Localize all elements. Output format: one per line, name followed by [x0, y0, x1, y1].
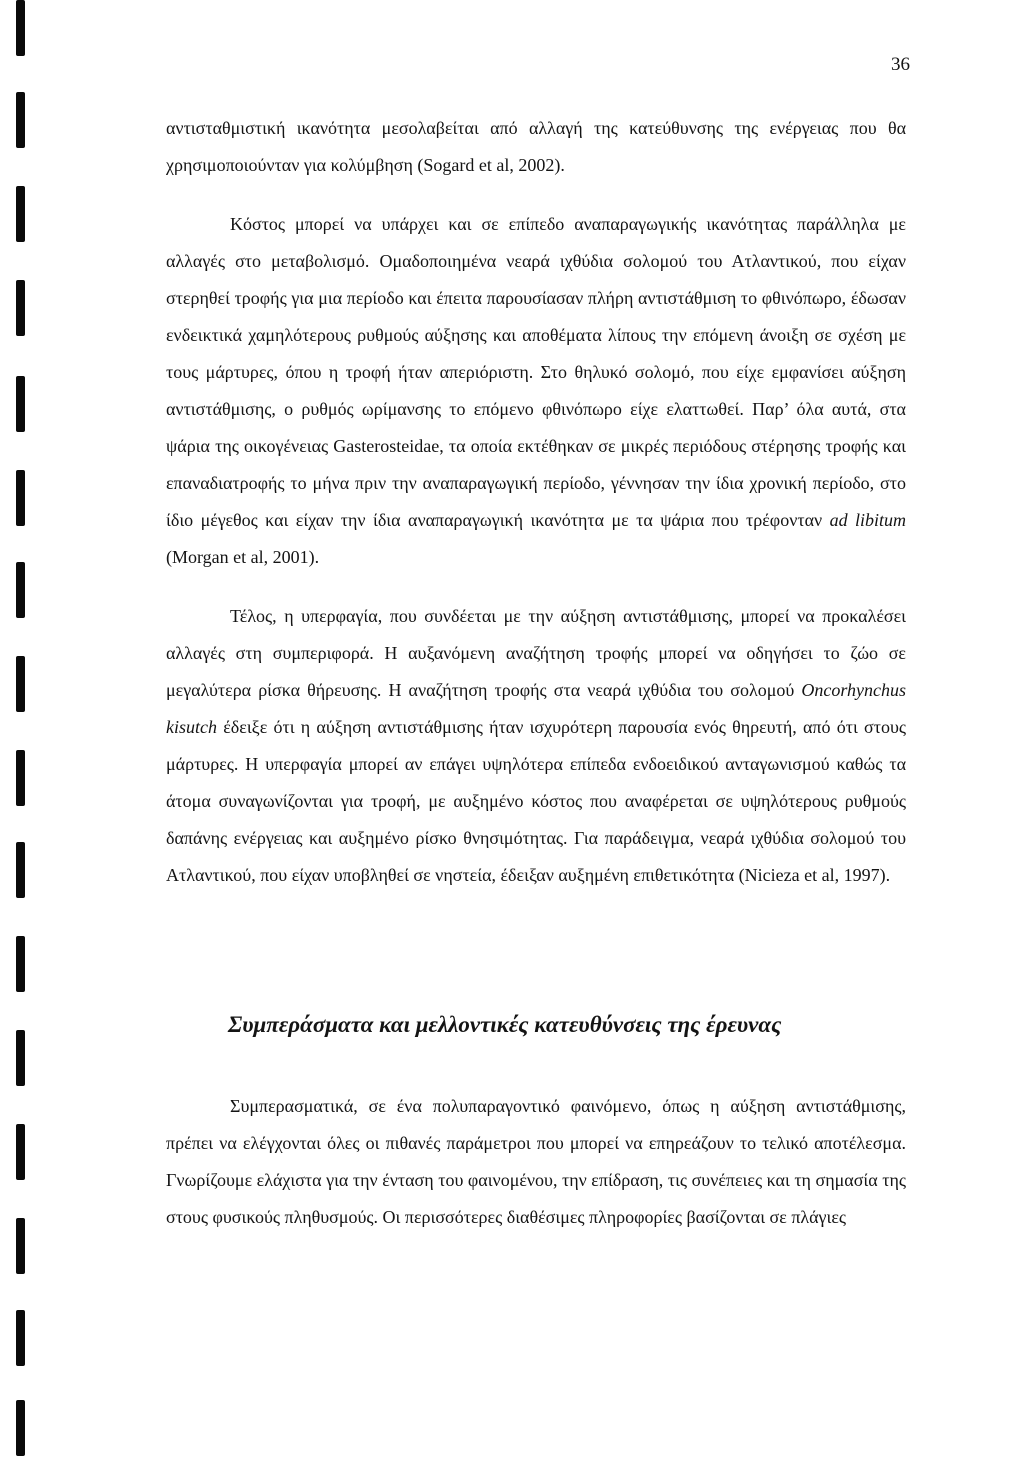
punch-hole-mark [16, 1218, 25, 1274]
paragraph-text: Κόστος μπορεί να υπάρχει και σε επίπεδο αναπαραγωγικής ικανότητας παράλληλα με αλλαγές στο μεταβολισμό. Ομαδοποιημένα νεαρά ιχθύδια σολομού του Ατλαντικού, που είχαν στερηθεί τροφής για μια περίοδο και έπειτα παρουσίασαν πλήρη αντιστάθμιση το φθινόπωρο, έδωσαν ενδεικτικά χαμηλότερους ρυθμούς αύξησης και αποθέματα λίπους την επόμενη άνοιξη σε σχέση με τους μάρτυρες, όπου η τροφή ήταν απεριόριστη. Στο θηλυκό σολομό, που είχε εμφανίσει αύξηση αντιστάθμισης, ο ρυθμός ωρίμανσης το επόμενο φθινόπωρο είχε ελαττωθεί. Παρ’ όλα αυτά, στα ψάρια της οικογένειας Gasterosteidae, τα οποία εκτέθηκαν σε μικρές περιόδους στέρησης τροφής και επαναδιατροφής το μήνα πριν την αναπαραγωγική περίοδο, γέννησαν την ίδια χρονική περίοδο, στο ίδιο μέγεθος και είχαν την ίδια αναπαραγωγική ικανότητα με τα ψάρια που τρέφονταν [166, 214, 906, 530]
paragraph-conclusions: Συμπερασματικά, σε ένα πολυπαραγοντικό φαινόμενο, όπως η αύξηση αντιστάθμισης, πρέπει να ελέγχονται όλες οι πιθανές παράμετροι που μπορεί να επηρεάζουν το τελικό αποτέλεσμα. Γνωρίζουμε ελάχιστα για την ένταση του φαινομένου, την επίδραση, τις συνέπειες και τη σημασία της στους φυσικούς πληθυσμούς. Οι περισσότερες διαθέσιμες πληροφορίες βασίζονται σε πλάγιες [166, 1096, 906, 1227]
punch-hole-mark [16, 0, 25, 56]
punch-hole-mark [16, 936, 25, 992]
body-text-bottom [166, 1088, 906, 1236]
punch-hole-mark [16, 186, 25, 242]
punch-hole-mark [16, 656, 25, 712]
punch-hole-mark [16, 1310, 25, 1366]
page-number: 36 [891, 54, 910, 75]
punch-hole-mark [16, 750, 25, 806]
punch-hole-mark [16, 1124, 25, 1180]
latin-term: ad libitum [829, 510, 907, 530]
punch-hole-mark [16, 1400, 25, 1456]
punch-hole-mark [16, 562, 25, 618]
paragraph-hyperphagia [166, 598, 906, 894]
citation-text: (Morgan et al, 2001). [166, 547, 320, 567]
binding-punch-strip [0, 0, 56, 1457]
punch-hole-mark [16, 842, 25, 898]
body-text-top [166, 110, 906, 894]
punch-hole-mark [16, 470, 25, 526]
paragraph-reproductive-cost [166, 206, 906, 576]
paragraph-text: Τέλος, η υπερφαγία, που συνδέεται με την αύξηση αντιστάθμισης, μπορεί να προκαλέσει αλλαγές στη συμπεριφορά. Η αυξανόμενη αναζήτηση τροφής μπορεί να οδηγήσει το ζώο σε μεγαλύτερα ρίσκα θήρευσης. Η αναζήτηση τροφής στα νεαρά ιχθύδια του σολομού [166, 606, 906, 700]
punch-hole-mark [16, 376, 25, 432]
species-name: Oncorhynchus kisutch [166, 680, 907, 737]
punch-hole-mark [16, 280, 25, 336]
section-heading: Συμπεράσματα και μελλοντικές κατευθύνσεις της έρευνας [228, 1012, 782, 1037]
punch-hole-mark [16, 1030, 25, 1086]
paragraph-continuation: αντισταθμιστική ικανότητα μεσολαβείται από αλλαγή της κατεύθυνσης της ενέργειας που θα χρησιμοποιούνταν για κολύμβηση (Sogard et al, 2002). [166, 118, 906, 175]
paragraph-text: έδειξε ότι η αύξηση αντιστάθμισης ήταν ισχυρότερη παρουσία ενός θηρευτή, από ότι στους μάρτυρες. Η υπερφαγία μπορεί αν επάγει υψηλότερα επίπεδα ενδοειδικού ανταγωνισμού καθώς τα άτομα συναγωνίζονται για τροφή, με αυξημένο κόστος που αναφέρεται σε υψηλότερους ρυθμούς δαπάνης ενέργειας και αυξημένο ρίσκο θνησιμότητας. Για παράδειγμα, νεαρά ιχθύδια σολομού του Ατλαντικού, που είχαν υποβληθεί σε νηστεία, έδειξαν αυξημένη επιθετικότητα (Nicieza et al, 1997). [166, 717, 906, 885]
punch-hole-mark [16, 92, 25, 148]
